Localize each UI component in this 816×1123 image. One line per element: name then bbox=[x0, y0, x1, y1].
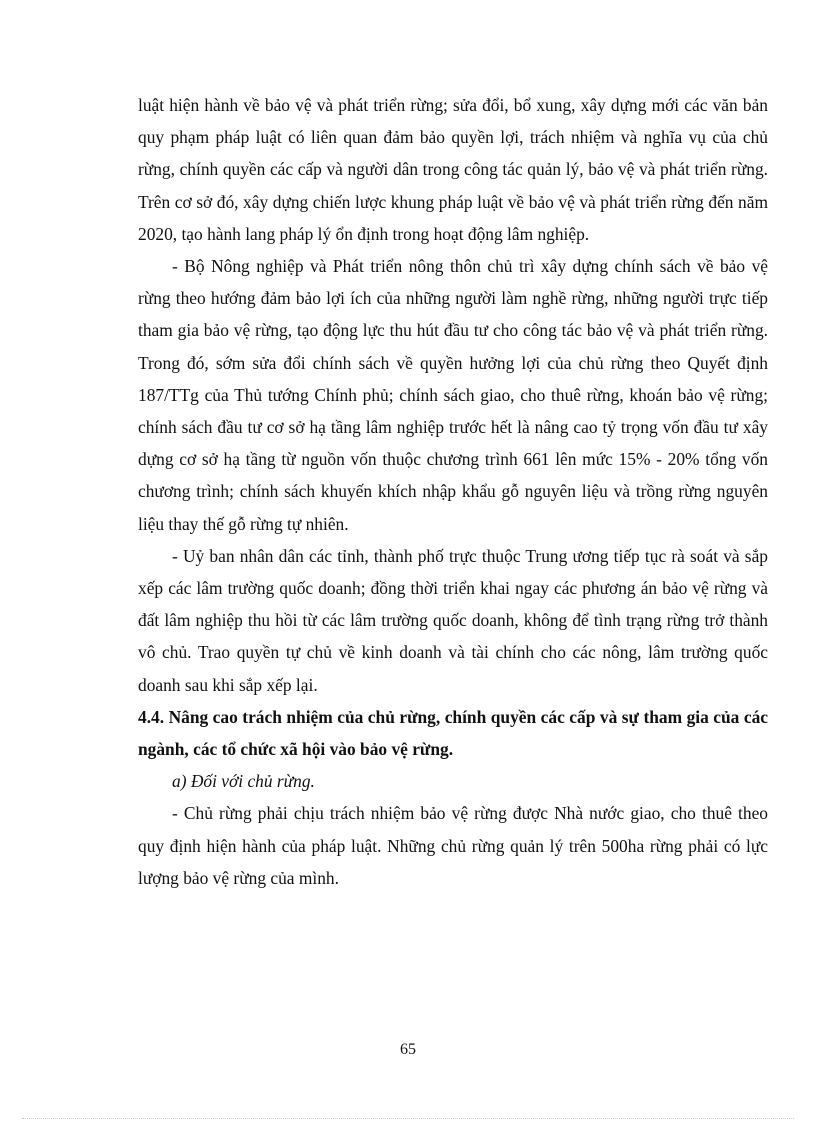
paragraph-forest-owner: - Chủ rừng phải chịu trách nhiệm bảo vệ rừng được Nhà nước giao, cho thuê theo quy định hiện hành của pháp luật. Những chủ rừng quản lý trên 500ha rừng phải có lực lượng bảo vệ rừng của mình. bbox=[138, 803, 768, 888]
page-bottom-divider bbox=[22, 1118, 794, 1119]
section-heading: 4.4. Nâng cao trách nhiệm của chủ rừng, chính quyền các cấp và sự tham gia của các ngành, các tổ chức xã hội vào bảo vệ rừng. bbox=[138, 706, 768, 760]
paragraph-ministry-policy: - Bộ Nông nghiệp và Phát triển nông thôn chủ trì xây dựng chính sách về bảo vệ rừng theo hướng đảm bảo lợi ích của những người làm nghề rừng, những người trực tiếp tham gia bảo vệ rừng, tạo động lực thu hút đầu tư cho công tác bảo vệ và phát triển rừng. Trong đó, sớm sửa đổi chính sách về quyền hưởng lợi của chủ rừng theo Quyết định 187/TTg của Thủ tướng Chính phủ; chính sách giao, cho thuê rừng, khoán bảo vệ rừng; chính sách đầu tư cơ sở hạ tầng lâm nghiệp trước hết là nâng cao tỷ trọng vốn đầu tư xây dựng cơ sở hạ tầng từ nguồn vốn thuộc chương trình 661 lên mức 15% - 20% tổng vốn chương trình; chính sách khuyến khích nhập khẩu gỗ nguyên liệu và trồng rừng nguyên liệu thay thế gỗ rừng tự nhiên. bbox=[138, 256, 768, 534]
document-body bbox=[138, 89, 768, 894]
paragraph-legal-framework: luật hiện hành về bảo vệ và phát triển rừng; sửa đổi, bổ xung, xây dựng mới các văn bản quy phạm pháp luật có liên quan đảm bảo quyền lợi, trách nhiệm và nghĩa vụ của chủ rừng, chính quyền các cấp và người dân trong công tác quản lý, bảo vệ và phát triển rừng. Trên cơ sở đó, xây dựng chiến lược khung pháp luật về bảo vệ và phát triển rừng đến năm 2020, tạo hành lang pháp lý ổn định trong hoạt động lâm nghiệp. bbox=[138, 95, 768, 244]
subsection-heading: a) Đối với chủ rừng. bbox=[172, 771, 315, 792]
page-number: 65 bbox=[400, 1041, 416, 1058]
paragraph-provincial-committee: - Uỷ ban nhân dân các tỉnh, thành phố trực thuộc Trung ương tiếp tục rà soát và sắp xếp các lâm trường quốc doanh; đồng thời triển khai ngay các phương án bảo vệ rừng và đất lâm nghiệp thu hồi từ các lâm trường quốc doanh, không để tình trạng rừng trở thành vô chủ. Trao quyền tự chủ về kinh doanh và tài chính cho các nông, lâm trường quốc doanh sau khi sắp xếp lại. bbox=[138, 545, 768, 695]
